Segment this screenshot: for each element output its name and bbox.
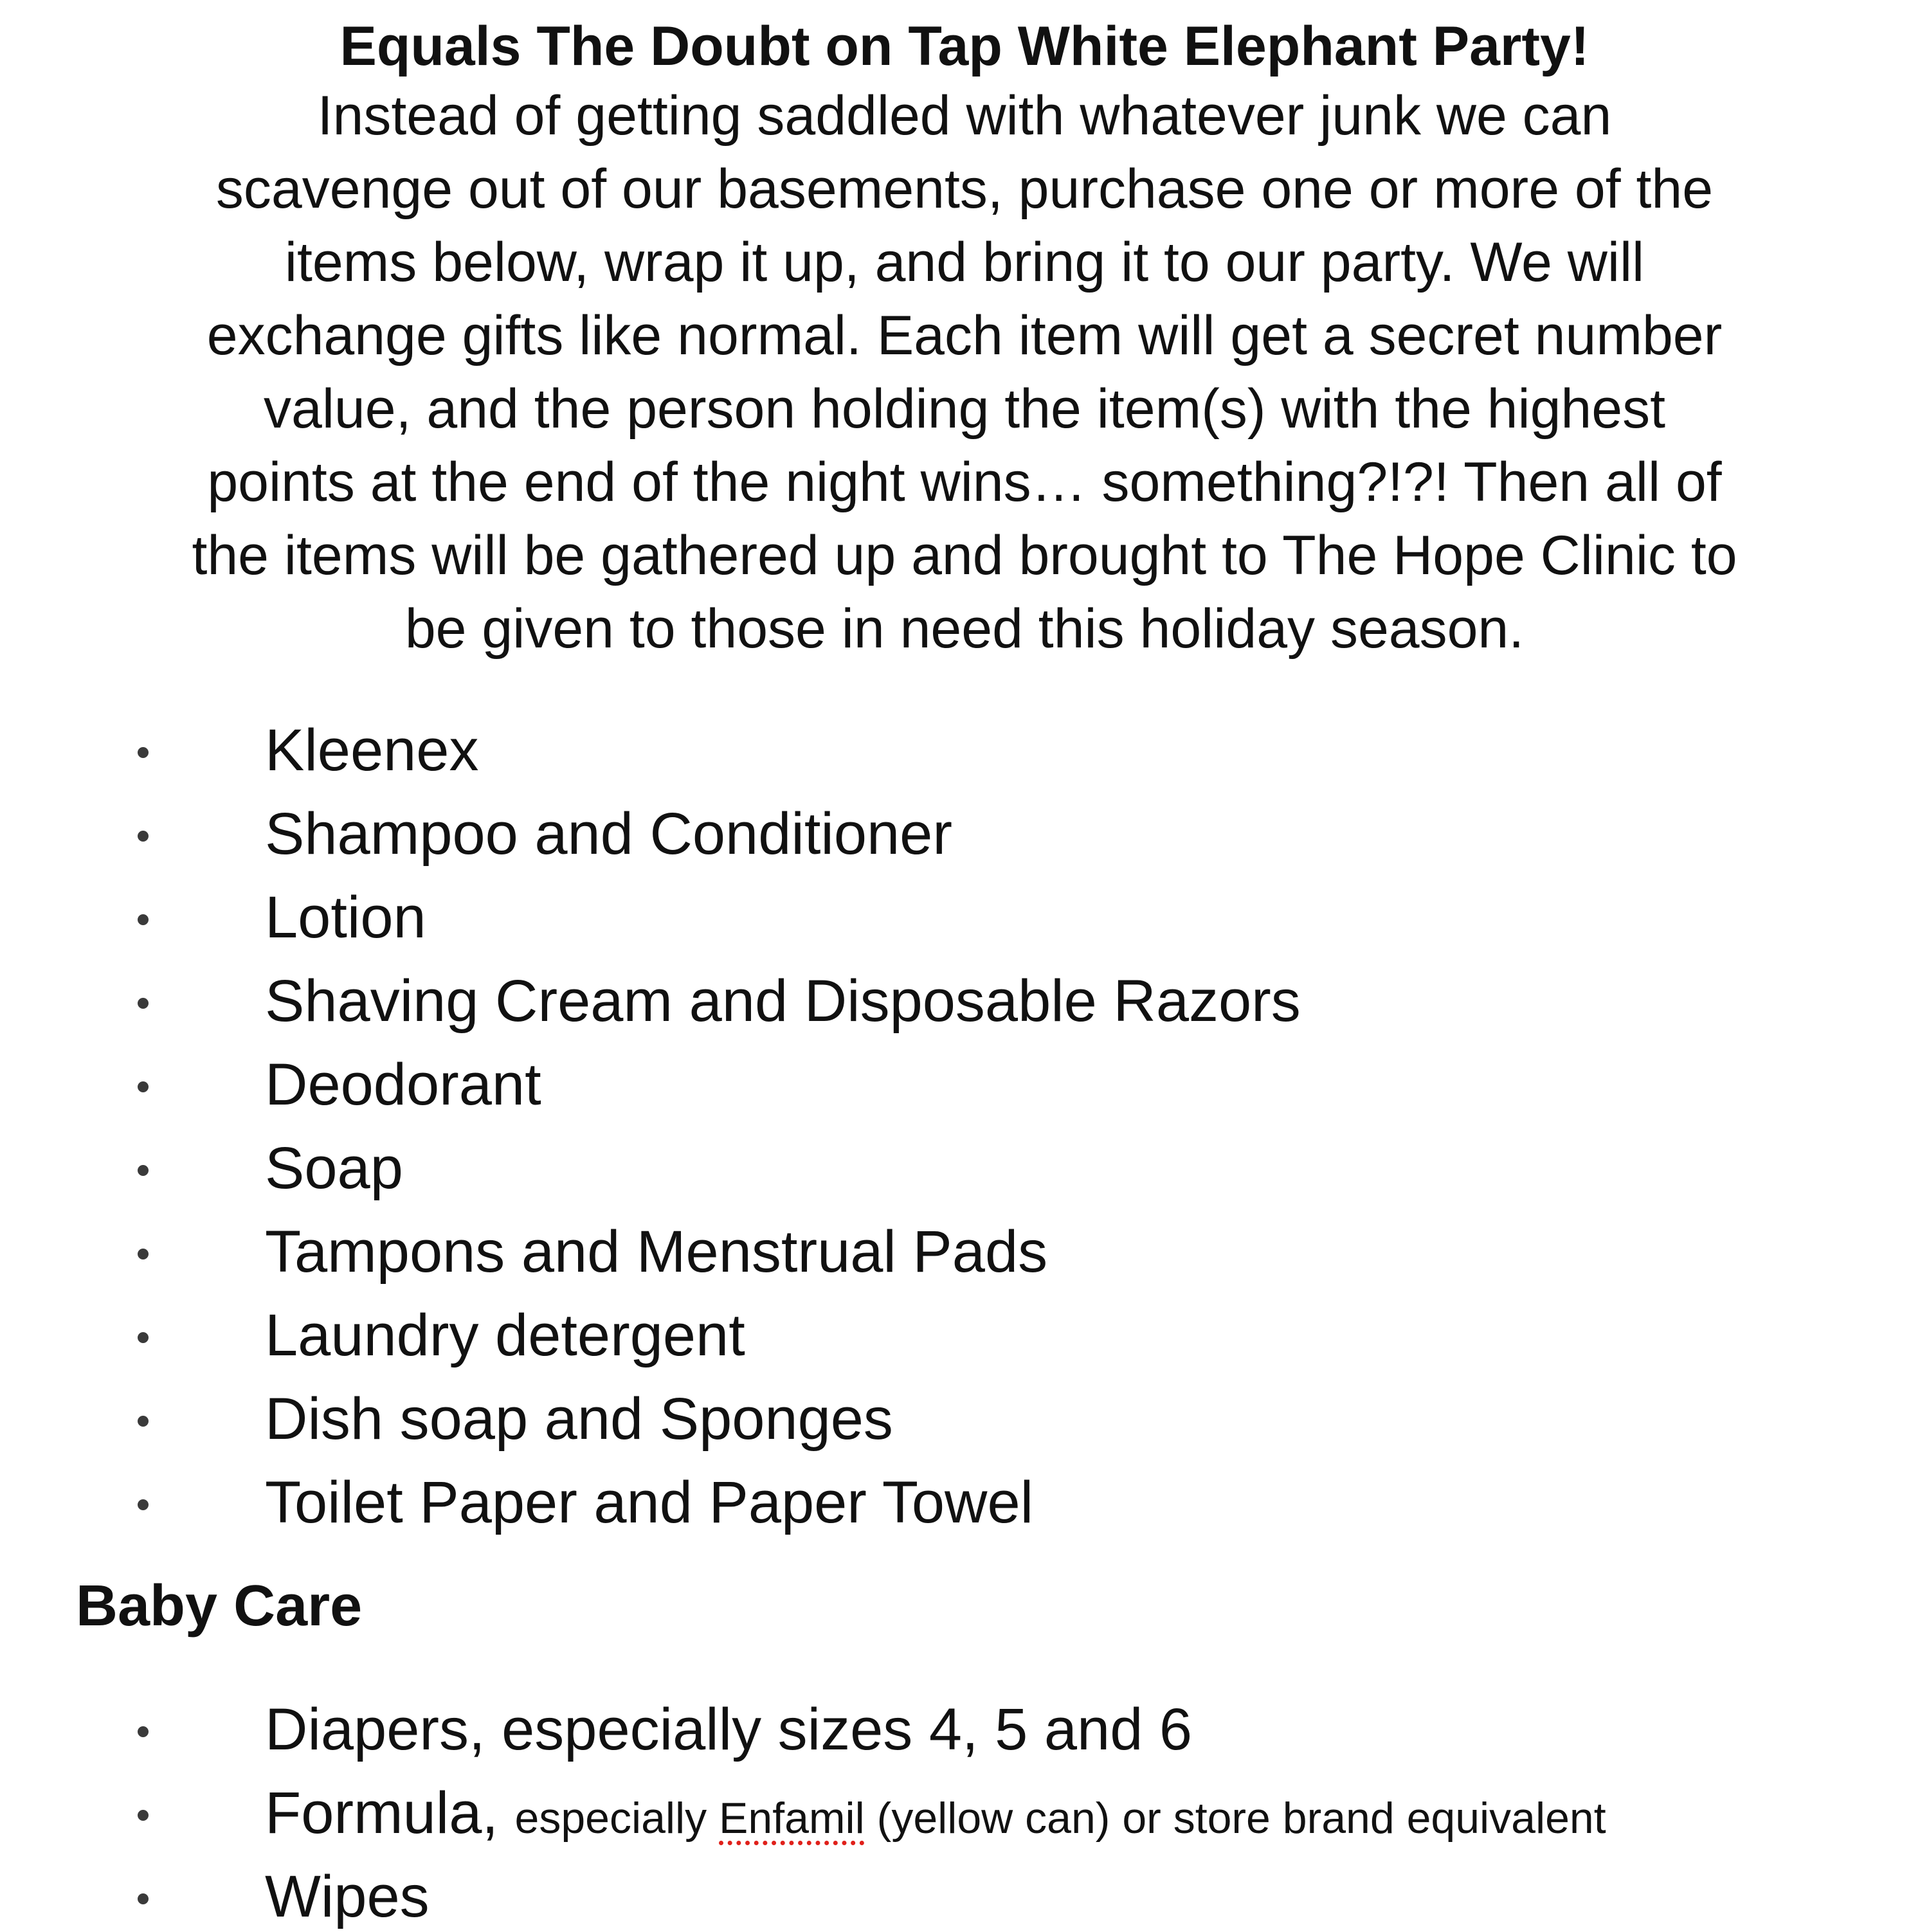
list-item-text: Shaving Cream and Disposable Razors: [265, 968, 1301, 1034]
spellcheck-flagged-word[interactable]: Enfamil: [719, 1794, 865, 1843]
bullet-icon: [138, 914, 149, 925]
bullet-icon: [138, 831, 149, 842]
intro-line: exchange gifts like normal. Each item will get a secret number: [206, 305, 1723, 366]
list-item: [0, 1467, 1929, 1538]
bullet-icon: [138, 1332, 149, 1343]
formula-note: [515, 1794, 1606, 1843]
bullet-icon: [138, 1893, 149, 1904]
list-item: [0, 1861, 1929, 1932]
bullet-icon: [138, 998, 149, 1009]
list-item-text: Wipes: [265, 1864, 430, 1929]
bullet-icon: [138, 1416, 149, 1427]
list-item-text: Dish soap and Sponges: [265, 1386, 893, 1452]
intro-line: scavenge out of our basements, purchase one or more of the: [215, 158, 1714, 220]
list-item-text: [265, 1778, 1606, 1854]
list-item: [0, 1778, 1929, 1848]
bullet-icon: [138, 747, 149, 758]
formula-note-prefix: especially: [514, 1794, 720, 1843]
document-title: Equals The Doubt on Tap White Elephant Party!: [340, 15, 1589, 77]
list-item-text: Soap: [265, 1135, 403, 1201]
intro-line: points at the end of the night wins… something?!?! Then all of: [207, 451, 1722, 513]
bullet-icon: [138, 1810, 149, 1821]
list-item: [0, 799, 1929, 869]
list-item-text: Kleenex: [265, 718, 479, 783]
list-item: [0, 1133, 1929, 1204]
list-item: [0, 882, 1929, 953]
list-item-text: Tampons and Menstrual Pads: [265, 1219, 1048, 1285]
section-heading-baby-care: Baby Care: [76, 1574, 363, 1638]
formula-note-suffix: (yellow can) or store brand equivalent: [864, 1794, 1606, 1843]
list-item: [0, 715, 1929, 786]
intro-line: Instead of getting saddled with whatever junk we can: [317, 85, 1612, 147]
list-item-text: Laundry detergent: [265, 1303, 745, 1368]
list-item: [0, 1694, 1929, 1765]
intro-line: be given to those in need this holiday season.: [404, 598, 1525, 660]
list-item-text: Deodorant: [265, 1052, 541, 1117]
bullet-icon: [138, 1165, 149, 1176]
bullet-icon: [138, 1726, 149, 1737]
list-item: [0, 1384, 1929, 1454]
list-item: [0, 1216, 1929, 1287]
list-item-text: Diapers, especially sizes 4, 5 and 6: [265, 1697, 1193, 1762]
intro-line: value, and the person holding the item(s) with the highest: [264, 378, 1665, 440]
list-item-text: Toilet Paper and Paper Towel: [265, 1470, 1034, 1535]
intro-line: the items will be gathered up and brought to The Hope Clinic to: [192, 525, 1737, 586]
list-item: [0, 1049, 1929, 1120]
bullet-icon: [138, 1499, 149, 1510]
list-item-text: Lotion: [265, 885, 426, 950]
bullet-icon: [138, 1081, 149, 1092]
formula-label: Formula,: [265, 1780, 498, 1846]
list-item-text: Shampoo and Conditioner: [265, 801, 952, 867]
bullet-icon: [138, 1249, 149, 1259]
intro-line: items below, wrap it up, and bring it to our party. We will: [284, 231, 1645, 293]
list-item: [0, 1300, 1929, 1371]
list-item: [0, 966, 1929, 1036]
